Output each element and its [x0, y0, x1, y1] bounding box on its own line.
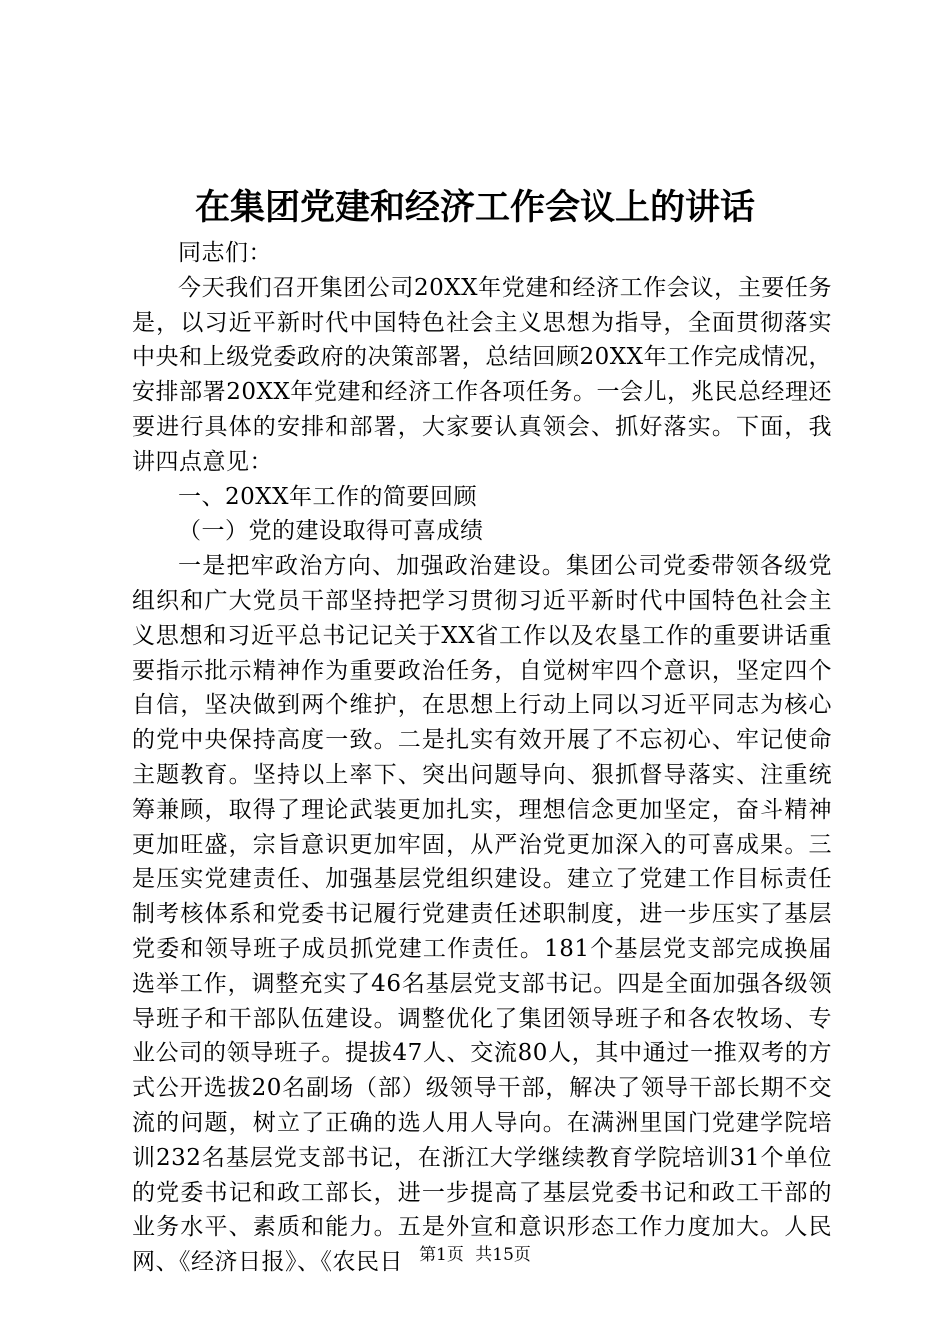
paragraph-salutation: 同志们：: [178, 240, 272, 266]
page-footer: [0, 1243, 950, 1267]
page-number: 第1页: [419, 1245, 464, 1265]
subsection-heading: （一）党的建设取得可喜成绩: [178, 518, 484, 545]
page-total: 共15页: [475, 1245, 531, 1265]
document-body: [132, 236, 832, 1280]
paragraph-party-building: 一是把牢政治方向、加强政治建设。集团公司党委带领各级党组织和广大党员干部坚持把学习贯彻习近平新时代中国特色社会主义思想和习近平总书记记关于XX省工作以及农垦工作的重要讲话重要指示批示精神作为重要政治任务，自觉树牢四个意识，坚定四个自信，坚决做到两个维护，在思想上行动上同以习近平同志为核心的党中央保持高度一致。二是扎实有效开展了不忘初心、牢记使命主题教育。坚持以上率下、突出问题导向、狠抓督导落实、注重统筹兼顾，取得了理论武装更加扎实，理想信念更加坚定，奋斗精神更加旺盛，宗旨意识更加牢固，从严治党更加深入的可喜成果。三是压实党建责任、加强基层党组织建设。建立了党建工作目标责任制考核体系和党委书记履行党建责任述职制度，进一步压实了基层党委和领导班子成员抓党建工作责任。181个基层党支部完成换届选举工作，调整充实了46名基层党支部书记。四是全面加强各级领导班子和干部队伍建设。调整优化了集团领导班子和各农牧场、专业公司的领导班子。提拔47人、交流80人，其中通过一推双考的方式公开选拔20名副场（部）级领导干部，解决了领导干部长期不交流的问题，树立了正确的选人用人导向。在满洲里国门党建学院培训232名基层党支部书记，在浙江大学继续教育学院培训31个单位的党委书记和政工部长，进一步提高了基层党委书记和政工干部的业务水平、素质和能力。五是外宣和意识形态工作力度加大。人民网、《经济日报》、《农民日: [132, 553, 832, 1276]
document-title: 在集团党建和经济工作会议上的讲话: [194, 187, 755, 228]
paragraph-intro: 今天我们召开集团公司20XX年党建和经济工作会议，主要任务是，以习近平新时代中国特色社会主义思想为指导，全面贯彻落实中央和上级党委政府的决策部署，总结回顾20XX年工作完成情况，安排部署20XX年党建和经济工作各项任务。一会儿，兆民总经理还要进行具体的安排和部署，大家要认真领会、抓好落实。下面，我讲四点意见：: [132, 274, 832, 475]
section-heading: 一、20XX年工作的简要回顾: [178, 483, 478, 510]
